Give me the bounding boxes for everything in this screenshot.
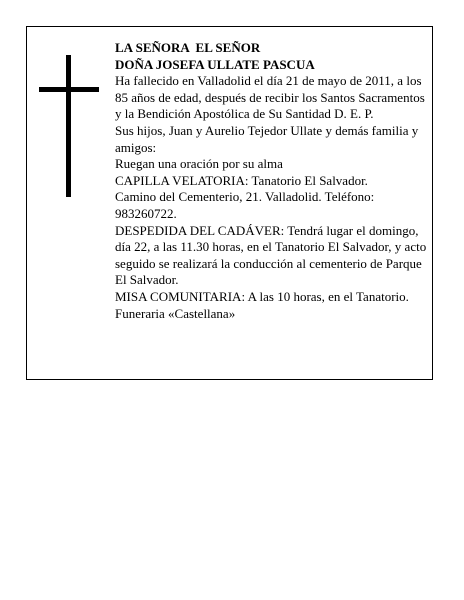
cross-vertical-bar <box>66 55 71 197</box>
notice-body <box>115 40 427 322</box>
obituary-notice <box>26 26 433 380</box>
deceased-name: DOÑA JOSEFA ULLATE PASCUA <box>115 56 315 72</box>
notice-title: LA SEÑORA EL SEÑOR <box>115 40 261 55</box>
mass-line: MISA COMUNITARIA: A las 10 horas, en el Tanatorio. <box>115 288 409 304</box>
funeral-home: Funeraria «Castellana» <box>115 305 236 321</box>
cross-horizontal-bar <box>39 87 99 92</box>
farewell-line: DESPEDIDA DEL CADÁVER: Tendrá lugar el domingo, día 22, a las 11.30 horas, en el Tanatorio El Salvador, y acto seguido se realizará la conducción al cementerio de Parque El Salvador. <box>115 222 427 288</box>
prayer-request: Ruegan una oración por su alma <box>115 156 283 172</box>
chapel-line: CAPILLA VELATORIA: Tanatorio El Salvador. <box>115 172 368 188</box>
death-info: Ha fallecido en Valladolid el día 21 de mayo de 2011, a los 85 años de edad, después de recibir los Santos Sacramentos y la Bendición Apostólica de Su Santidad D. E. P. <box>115 73 425 122</box>
address-line: Camino del Cementerio, 21. Valladolid. Teléfono: 983260722. <box>115 189 375 221</box>
family-line: Sus hijos, Juan y Aurelio Tejedor Ullate y demás familia y amigos: <box>115 122 419 155</box>
cross-icon <box>39 55 99 197</box>
